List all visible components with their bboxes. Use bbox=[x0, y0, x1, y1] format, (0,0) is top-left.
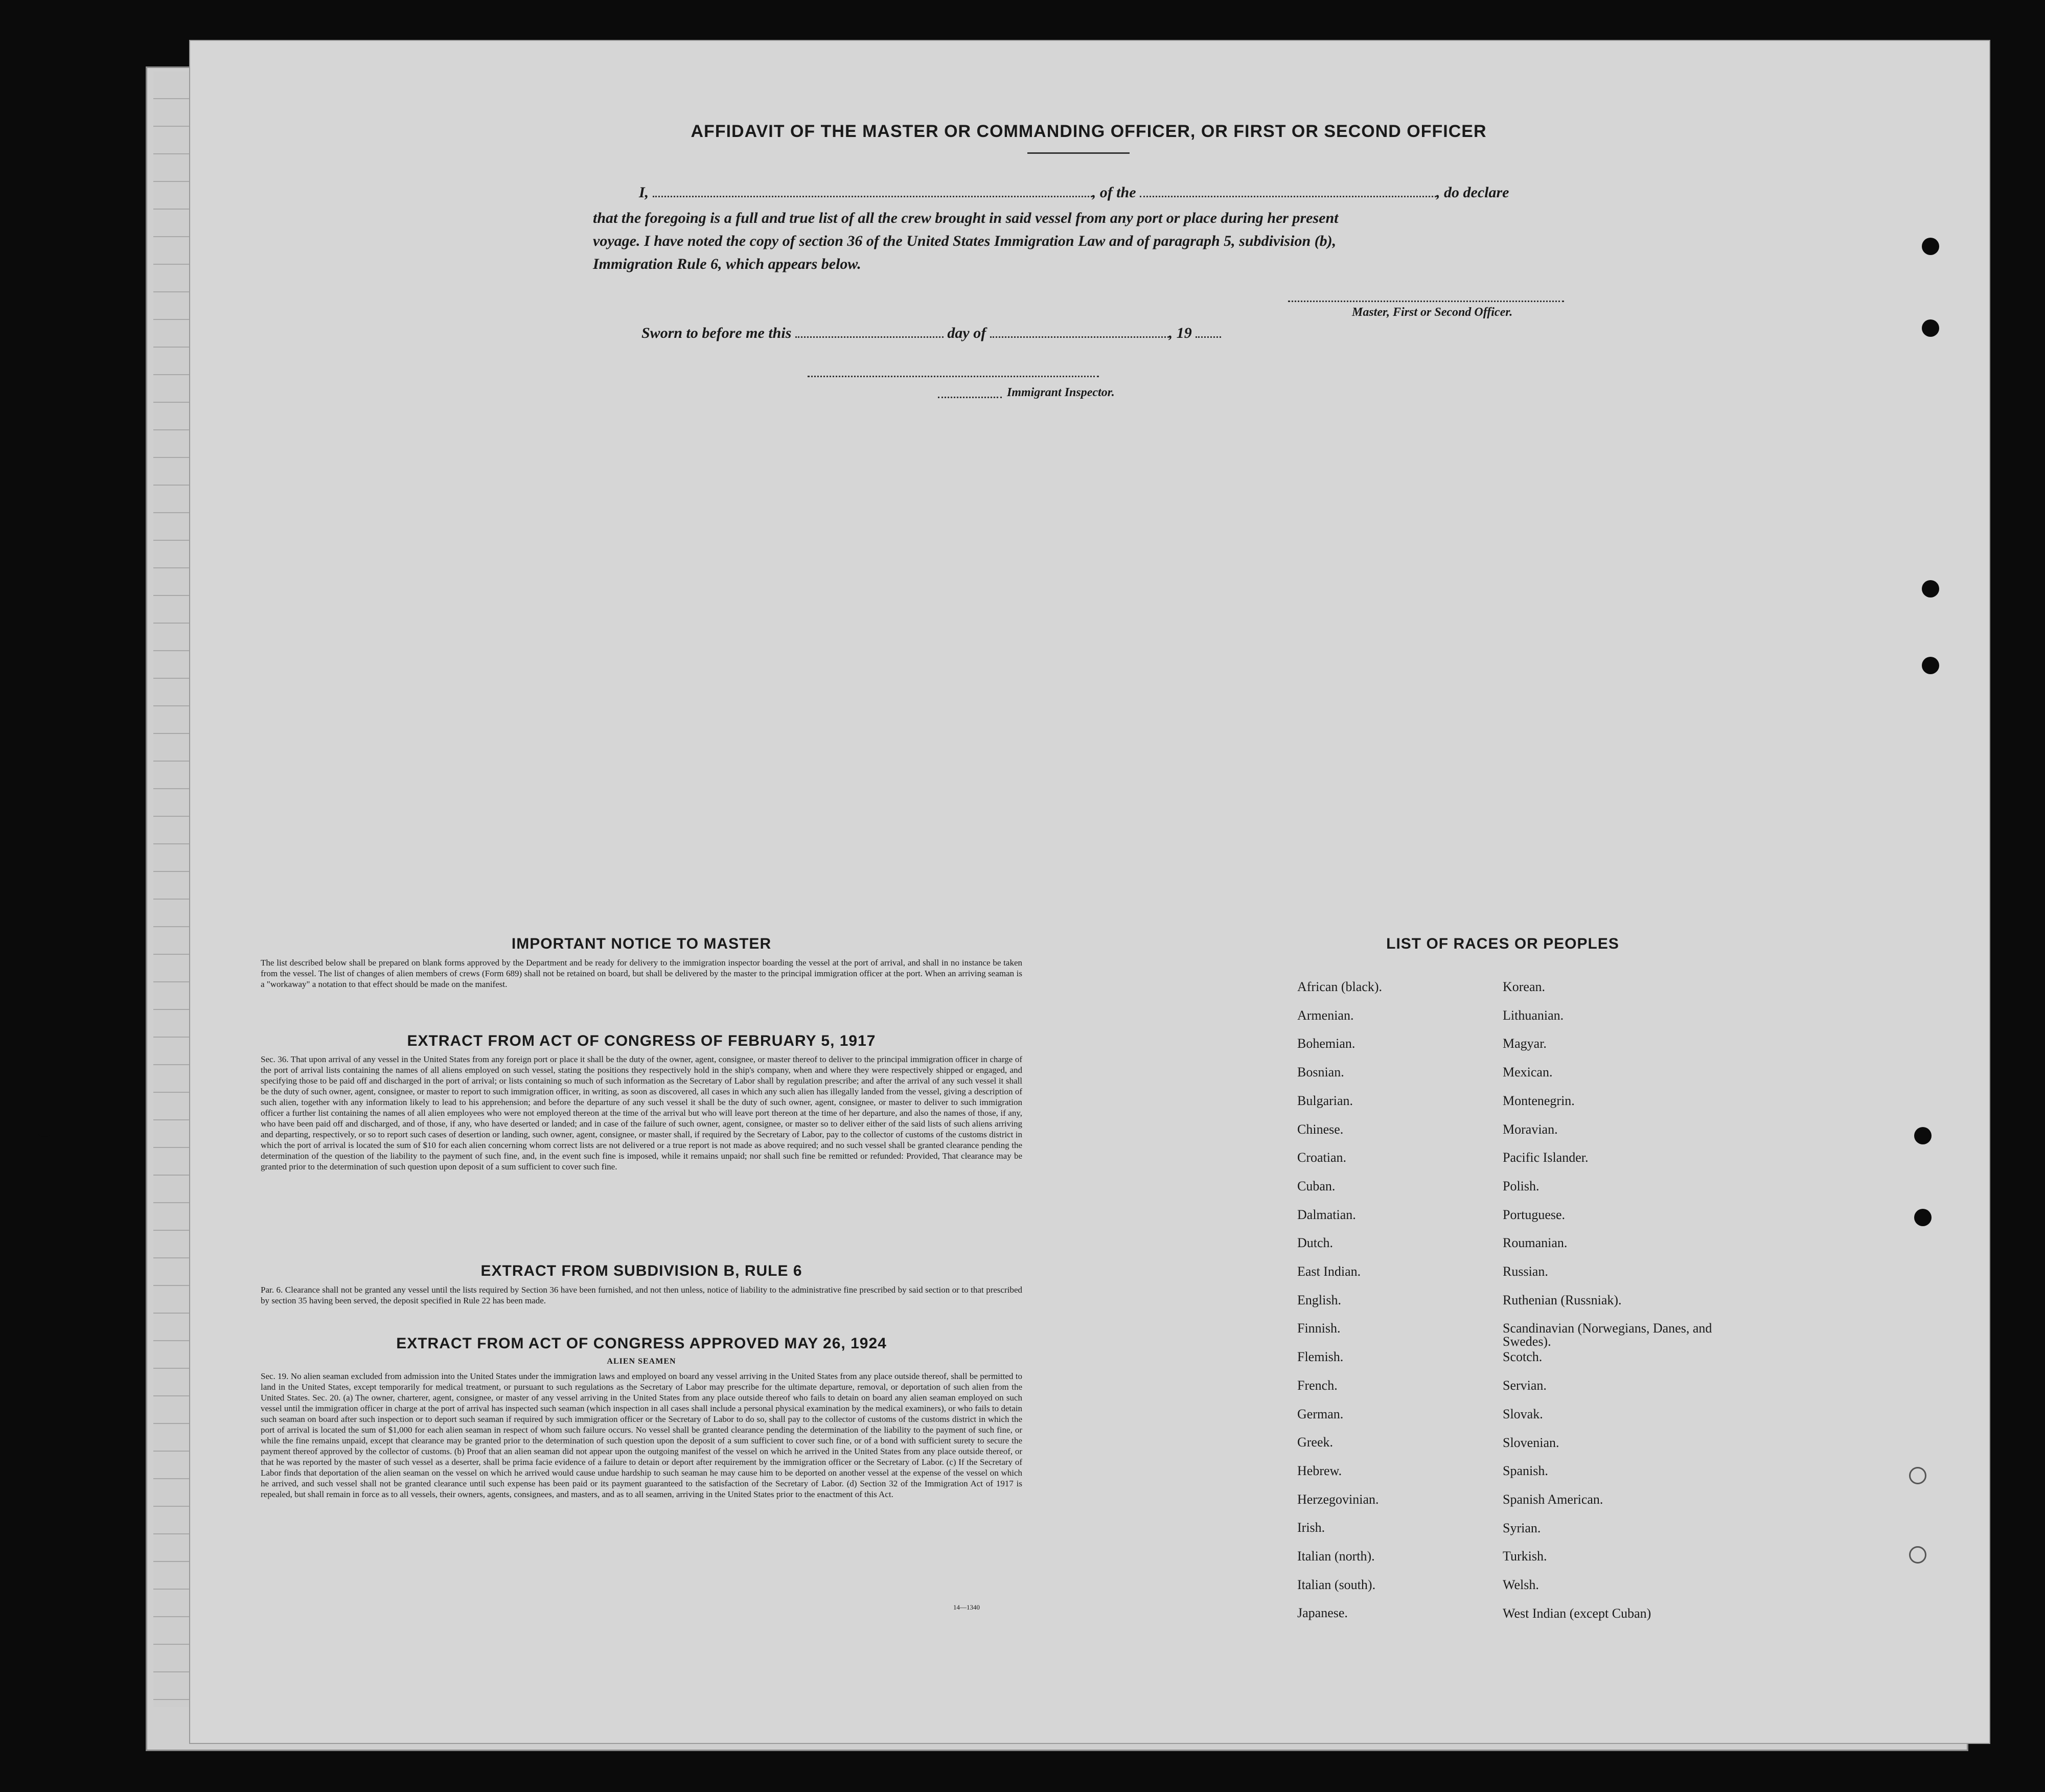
race-item: Armenian. bbox=[1297, 1007, 1354, 1023]
race-item: Greek. bbox=[1297, 1435, 1334, 1450]
year-label: , 19 bbox=[1168, 325, 1192, 341]
race-item: Bohemian. bbox=[1297, 1036, 1355, 1051]
extract-rule6-body: Par. 6. Clearance shall not be granted any vessel until the lists required by Section 36 have been furnished, and not then unless, notice of liability to the administrative fine prescribed by said section or to that prescribed by section 35 having been served, the deposit specified in Rule 22 has been made. bbox=[261, 1285, 1022, 1305]
binder-hole-icon bbox=[36, 575, 53, 592]
binder-hole-icon bbox=[1909, 1467, 1926, 1484]
race-item: Bulgarian. bbox=[1297, 1093, 1353, 1108]
race-item: Montenegrin. bbox=[1503, 1093, 1575, 1108]
form-number: 14—1340 bbox=[953, 1603, 980, 1611]
vessel-blank[interactable] bbox=[1140, 196, 1436, 197]
binder-hole-icon bbox=[1922, 319, 1939, 337]
sworn-month-blank[interactable] bbox=[990, 336, 1169, 338]
notice-body: The list described below shall be prepared on blank forms approved by the Department and be ready for delivery to the immigration inspector boarding the vessel at the port of arrival, and shall in no instance be taken from the vessel. The list of changes of alien members of crews (Form 689) shall not be retained on board, but shall be delivered by the master to the principal immigration officer at the port. When an arriving seaman is a "workaway" a notation to that effect should be made on the manifest. bbox=[261, 958, 1022, 989]
binder-hole-icon bbox=[1922, 657, 1939, 674]
day-of-label: day of bbox=[947, 325, 986, 341]
race-item: Ruthenian (Russniak). bbox=[1503, 1292, 1622, 1307]
affidavit-title: AFFIDAVIT OF THE MASTER OR COMMANDING OFFICER, OR FIRST OR SECOND OFFICER bbox=[691, 122, 1487, 141]
binder-hole-icon bbox=[1922, 580, 1939, 598]
race-item: Bosnian. bbox=[1297, 1065, 1344, 1080]
affidavit-line-3: voyage. I have noted the copy of section 36 of the United States Immigration Law and of paragraph 5, subdivision (b), bbox=[593, 233, 1337, 249]
race-item: West Indian (except Cuban) bbox=[1503, 1605, 1651, 1621]
race-item: English. bbox=[1297, 1292, 1341, 1307]
binder-hole-icon bbox=[1914, 1127, 1932, 1144]
affidavit-of-label: , of the bbox=[1092, 184, 1136, 201]
race-item: Turkish. bbox=[1503, 1549, 1547, 1564]
sworn-date-blank[interactable] bbox=[795, 336, 944, 338]
extract-1917-body: Sec. 36. That upon arrival of any vessel in the United States from any foreign port or place it shall be the duty of the owner, agent, consignee, or master thereof to deliver to the principal immigration officer in charge of the port of arrival lists containing the names of all aliens employed on such vessel, stating the positions they respectively hold in the ship's company, when and where they were respectively shipped or engaged, and specifying those to be paid off and discharged in the port of arrival; or lists containing so much of such information as the Secretary of Labor shall by regulation prescribe; and after the arrival of any such vessel it shall be the duty of such owner, agent, consignee, or master to report to such immigration officer, in writing, as soon as discovered, all cases in which any such alien has illegally landed from the vessel, giving a description of such alien, together with any information likely to lead to his apprehension; and before the departure of any such vessel it shall be the duty of such owner, agent, consignee, or master to deliver to such immigration officer a further list containing the names of all alien employees who were not employed thereon at the time of the arrival but who will leave port thereon at the time of her departure, and also the names of those, if any, who have been paid off and discharged, and of those, if any, who have deserted or landed; and in case of the failure of such owner, agent, consignee, or master so to deliver either of the said lists of such aliens arriving and departing, respectively, or so to report such cases of desertion or landing, such owner, agent, consignee, or master shall, if required by the Secretary of Labor, pay to the collector of customs of the customs district in which the port of arrival is located the sum of $10 for each alien concerning whom correct lists are not delivered or a true report is not made as above required; and no such vessel shall be granted clearance pending the determination of the question of the liability to the payment of such fine, and, in the event such fine is imposed, while it remains unpaid; nor shall such fine be remitted or refunded: Provided, That clearance may be granted prior to the determination of such question upon deposit of a sum sufficient to cover such fine. bbox=[261, 1054, 1022, 1171]
race-item: Cuban. bbox=[1297, 1178, 1336, 1193]
sworn-label: Sworn to before me this bbox=[641, 325, 792, 341]
extract-1924-title: EXTRACT FROM ACT OF CONGRESS APPROVED MAY 26, 1924 bbox=[396, 1335, 887, 1352]
race-item: Welsh. bbox=[1503, 1577, 1539, 1592]
inspector-label: Immigrant Inspector. bbox=[1007, 386, 1115, 399]
race-item: East Indian. bbox=[1297, 1264, 1361, 1279]
extract-rule6-title: EXTRACT FROM SUBDIVISION B, RULE 6 bbox=[480, 1262, 802, 1279]
race-item: Syrian. bbox=[1503, 1520, 1541, 1535]
name-blank[interactable] bbox=[653, 196, 1092, 197]
race-item: Portuguese. bbox=[1503, 1207, 1566, 1222]
race-item: Herzegovinian. bbox=[1297, 1491, 1379, 1507]
races-title: LIST OF RACES OR PEOPLES bbox=[1386, 935, 1619, 952]
race-item: Dutch. bbox=[1297, 1235, 1334, 1251]
race-item: Korean. bbox=[1503, 979, 1546, 994]
binder-hole-icon bbox=[36, 649, 53, 667]
extract-1917-title: EXTRACT FROM ACT OF CONGRESS OF FEBRUARY 5, 1917 bbox=[407, 1032, 876, 1049]
race-item: Russian. bbox=[1503, 1264, 1548, 1279]
race-item: Irish. bbox=[1297, 1520, 1325, 1535]
race-item: Servian. bbox=[1503, 1378, 1547, 1393]
affidavit-i-label: I, bbox=[639, 184, 649, 201]
affidavit-line-1 bbox=[639, 184, 1579, 201]
race-item: Dalmatian. bbox=[1297, 1207, 1356, 1222]
binder-hole-icon bbox=[36, 1196, 53, 1213]
race-item: Slovenian. bbox=[1503, 1435, 1559, 1450]
race-item: German. bbox=[1297, 1406, 1344, 1421]
affidavit-line-2: that the foregoing is a full and true list of all the crew brought in said vessel from any port or place during her present bbox=[593, 210, 1339, 226]
binder-hole-icon bbox=[1922, 238, 1939, 255]
race-item: Slovak. bbox=[1503, 1406, 1543, 1421]
binder-hole-icon bbox=[1914, 1209, 1932, 1226]
race-item: Pacific Islander. bbox=[1503, 1150, 1589, 1165]
binder-hole-icon bbox=[36, 1119, 53, 1137]
master-signature-blank[interactable] bbox=[1288, 301, 1564, 302]
notice-title: IMPORTANT NOTICE TO MASTER bbox=[511, 935, 772, 952]
race-item: Roumanian. bbox=[1503, 1235, 1568, 1251]
race-item: Spanish American. bbox=[1503, 1491, 1603, 1507]
affidavit-declare-label: , do declare bbox=[1436, 184, 1509, 201]
master-signature-label: Master, First or Second Officer. bbox=[1352, 306, 1513, 319]
race-item: Spanish. bbox=[1503, 1463, 1548, 1479]
ruled-page-edge bbox=[153, 72, 189, 1707]
race-item: French. bbox=[1297, 1377, 1338, 1393]
race-item: Finnish. bbox=[1297, 1321, 1341, 1336]
inspector-signature-blank[interactable] bbox=[808, 376, 1099, 377]
inspector-prefix-blank[interactable] bbox=[938, 397, 1002, 398]
race-item: Japanese. bbox=[1297, 1605, 1348, 1621]
sworn-line bbox=[641, 325, 1357, 342]
race-item: Italian (north). bbox=[1297, 1549, 1375, 1564]
race-item: Scandinavian (Norwegians, Danes, and Swedes). bbox=[1503, 1321, 1712, 1349]
race-item: Flemish. bbox=[1297, 1349, 1344, 1365]
race-item: Polish. bbox=[1503, 1178, 1540, 1193]
race-item: Magyar. bbox=[1503, 1036, 1547, 1051]
race-item: Hebrew. bbox=[1297, 1463, 1342, 1478]
race-item: Moravian. bbox=[1503, 1121, 1558, 1137]
race-item: Mexican. bbox=[1503, 1065, 1553, 1080]
sworn-year-blank[interactable] bbox=[1196, 336, 1221, 338]
title-rule bbox=[1027, 152, 1130, 154]
extract-1924-subtitle: ALIEN SEAMEN bbox=[607, 1357, 676, 1366]
race-item: Scotch. bbox=[1503, 1349, 1543, 1365]
race-item: Chinese. bbox=[1297, 1121, 1344, 1137]
race-item: African (black). bbox=[1297, 979, 1383, 994]
race-item: Italian (south). bbox=[1297, 1577, 1376, 1592]
race-item: Lithuanian. bbox=[1503, 1007, 1564, 1023]
race-item: Croatian. bbox=[1297, 1150, 1347, 1165]
binder-hole-icon bbox=[1909, 1546, 1926, 1564]
affidavit-line-4: Immigration Rule 6, which appears below. bbox=[593, 256, 861, 272]
extract-1924-body: Sec. 19. No alien seaman excluded from admission into the United States under the immigration laws and employed on board any vessel arriving in the United States from any place outside thereof, shall be permitted to land in the United States, except temporarily for medical treatment, or pursuant to such regulations as the Secretary of Labor may prescribe for the ultimate departure, removal, or deportation of such alien from the United States. Sec. 20. (a) The owner, charterer, agent, consignee, or master of any vessel arriving in the United States from any place outside thereof who fails to detain on board any alien seaman employed on such vessel until the immigration officer in charge at the port of arrival has inspected such seaman (which inspection in all cases shall include a personal physical examination by the medical examiners), or who fails to detain such seaman on board after such inspection or to deport such seaman if required by such immigration officer or the Secretary of Labor to do so, shall pay to the collector of customs of the customs district in which the port of arrival is located the sum of $1,000 for each alien seaman in respect of whom such failure occurs. No vessel shall be granted clearance pending the determination of the liability to the payment of such fine, or while the fine remains unpaid, except that clearance may be granted prior to the determination of such question upon the deposit of a sum sufficient to cover such fine, or of a bond with sufficient surety to secure the payment thereof approved by the collector of customs. (b) Proof that an alien seaman did not appear upon the outgoing manifest of the vessel on which he arrived in the United States from any place outside thereof, or that he was reported by the master of such vessel as a deserter, shall be prima facie evidence of a failure to detain or deport after requirement by the immigration officer or the Secretary of Labor. (c) If the Secretary of Labor finds that deportation of the alien seaman on the vessel on which he arrived would cause undue hardship to such seaman he may cause him to be deported on another vessel at the expense of the vessel on which he arrived, and such vessel shall not be granted clearance until such expense has been paid or its payment guaranteed to the satisfaction of the Secretary of Labor. (d) Section 32 of the Immigration Act of 1917 is repealed, but shall remain in force as to all vessels, their owners, agents, consignees, and masters, and as to all seamen, arriving in the United States prior to the enactment of this Act. bbox=[261, 1371, 1022, 1499]
